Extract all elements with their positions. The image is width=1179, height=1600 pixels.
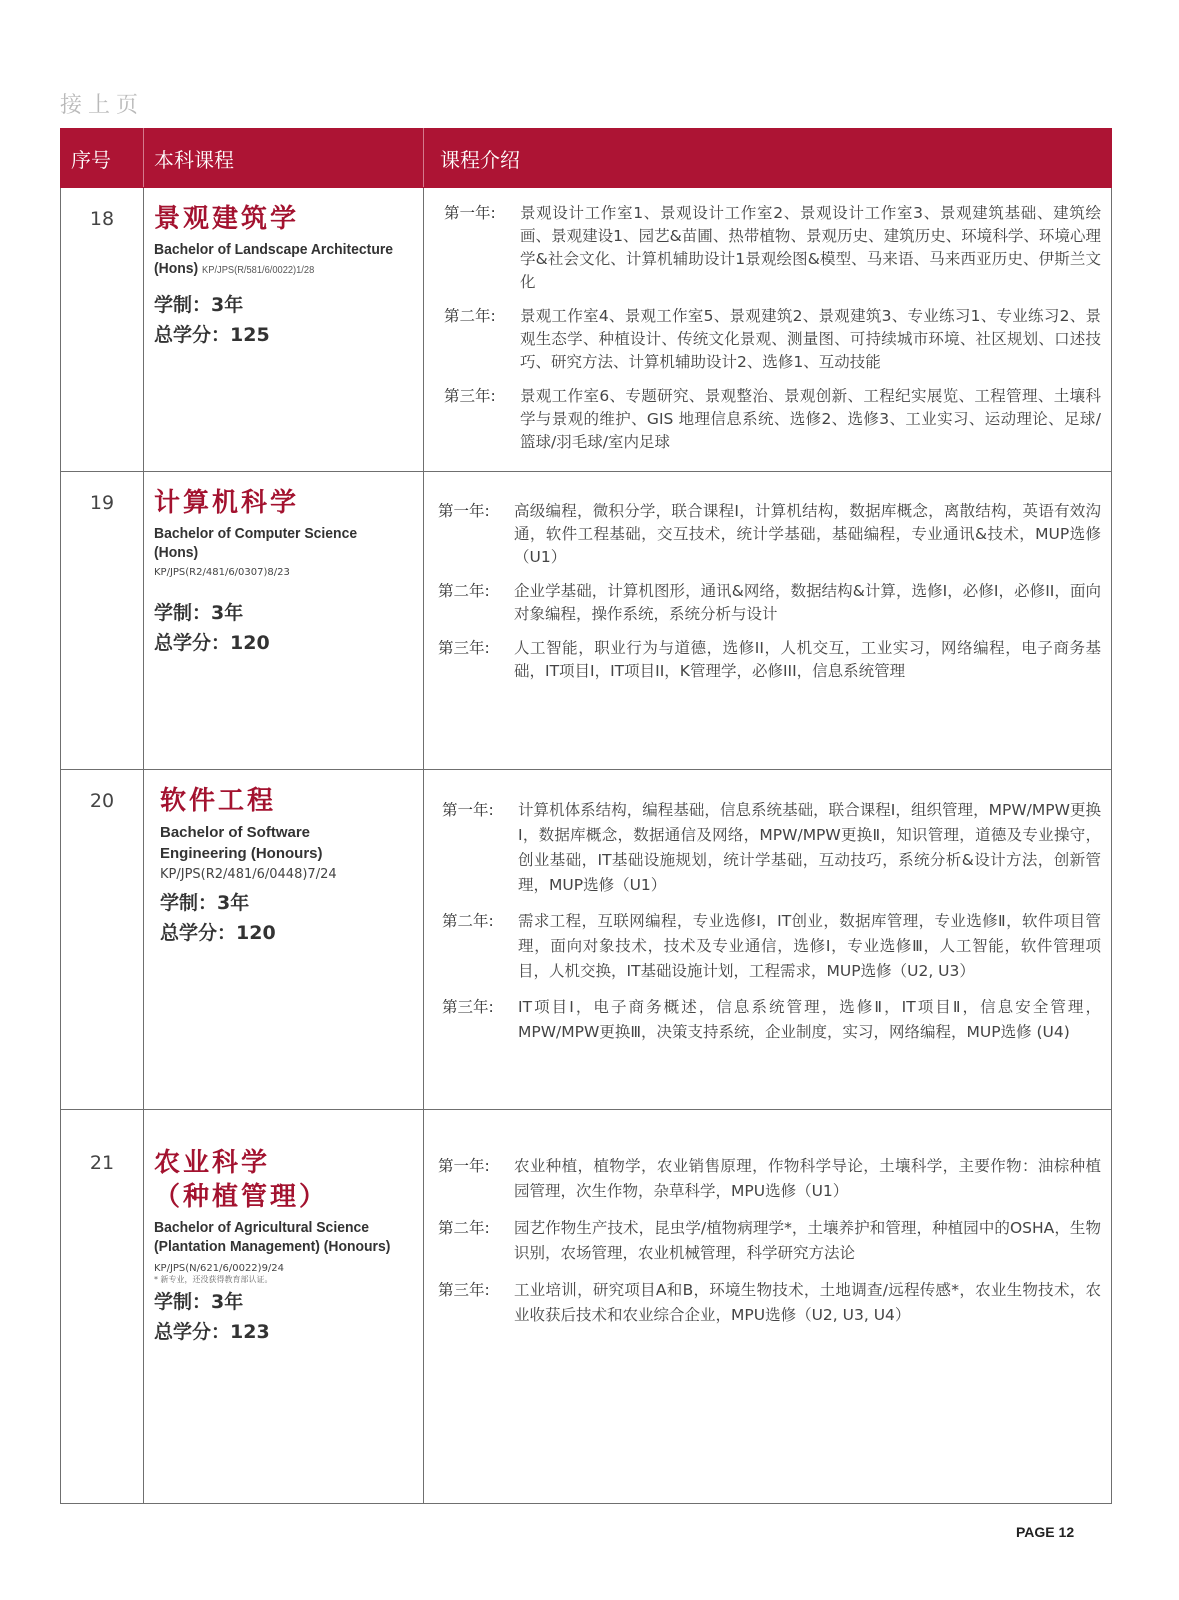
year-block	[438, 580, 1101, 626]
year-block	[438, 1154, 1101, 1204]
course-table	[60, 128, 1112, 1504]
row-number: 18	[61, 188, 144, 472]
year-label: 第三年:	[438, 639, 490, 657]
course-meta	[160, 888, 413, 948]
row-number: 21	[61, 1110, 144, 1504]
credits-line: 总学分：120	[154, 632, 270, 654]
year-block	[442, 909, 1101, 984]
duration-line: 学制：3年	[154, 294, 244, 316]
year-block	[438, 1216, 1101, 1266]
duration-value: 3年	[217, 892, 250, 914]
table-row	[61, 188, 1112, 472]
course-en-title-text: Bachelor of Landscape Architecture (Hons)	[154, 241, 394, 277]
duration-line: 学制：3年	[160, 892, 250, 914]
course-meta	[154, 290, 413, 350]
course-intro-cell	[424, 188, 1112, 472]
year-label: 第三年:	[442, 998, 494, 1016]
header-no: 序号	[61, 129, 144, 188]
course-cn-title: 计算机科学	[154, 488, 300, 518]
registration-code: KP/JPS(R2/481/6/0307)8/23	[154, 567, 290, 578]
year-label: 第三年:	[438, 1281, 490, 1299]
header-course: 本科课程	[144, 129, 424, 188]
year-text: 计算机体系结构，编程基础，信息系统基础，联合课程Ⅰ，组织管理，MPW/MPW更换Ⅰ，数据库概念，数据通信及网络，MPW/MPW更换Ⅱ，知识管理，道德及专业操守，创业基础，IT基础设施规划，统计学基础，互动技巧，系统分析&设计方法，创新管理，MUP选修（U1）	[518, 801, 1101, 894]
table-header-row	[61, 129, 1112, 188]
year-label: 第二年:	[442, 912, 494, 930]
page-number: PAGE 12	[1016, 1524, 1075, 1540]
continued-label: 接上页	[60, 93, 145, 118]
year-block	[444, 202, 1101, 294]
year-label: 第一年:	[444, 204, 496, 222]
course-intro-cell	[424, 1110, 1112, 1504]
duration-value: 3年	[211, 1291, 244, 1313]
year-text: 需求工程，互联网编程，专业选修Ⅰ，IT创业，数据库管理，专业选修Ⅱ，软件项目管理，面向对象技术，技术及专业通信，选修Ⅰ，专业选修Ⅲ，人工智能，软件管理项目，人机交换，IT基础设施计划，工程需求，MUP选修（U2, U3）	[518, 912, 1101, 980]
credits-value: 125	[230, 324, 270, 346]
year-text: 景观设计工作室1、景观设计工作室2、景观设计工作室3、景观建筑基础、建筑绘画、景观建设1、园艺&苗圃、热带植物、景观历史、建筑历史、环境科学、环境心理学&社会文化、计算机辅助设计1景观绘图&模型、马来语、马来西亚历史、伊斯兰文化	[520, 204, 1101, 291]
registration-code: KP/JPS(R/581/6/0022)1/28	[202, 265, 315, 276]
year-label: 第一年:	[438, 502, 490, 520]
duration-line: 学制：3年	[154, 602, 244, 624]
table-row	[61, 472, 1112, 770]
course-name-cell	[144, 188, 424, 472]
course-intro-cell	[424, 770, 1112, 1110]
course-name-cell	[144, 1110, 424, 1504]
year-label: 第二年:	[438, 582, 490, 600]
accreditation-note: * 新专业，还没获得教育部认证。	[154, 1275, 273, 1284]
course-en-title: Bachelor of Computer Science (Hons)	[154, 525, 358, 561]
credits-line: 总学分：123	[154, 1321, 270, 1343]
year-label: 第二年:	[444, 307, 496, 325]
year-block	[442, 995, 1101, 1045]
year-text: 景观工作室6、专题研究、景观整治、景观创新、工程纪实展览、工程管理、土壤科学与景观的维护、GIS 地理信息系统、选修2、选修3、工业实习、运动理论、足球/篮球/羽毛球/室内足球	[520, 387, 1101, 451]
duration-value: 3年	[211, 602, 244, 624]
registration-code: KP/JPS(R2/481/6/0448)7/24	[160, 867, 337, 882]
course-cn-title: 农业科学（种植管理）	[154, 1148, 329, 1212]
credits-value: 120	[230, 632, 270, 654]
year-label: 第一年:	[438, 1157, 490, 1175]
year-block	[444, 305, 1101, 374]
course-cn-title: 软件工程	[160, 786, 277, 816]
table-row	[61, 1110, 1112, 1504]
course-cn-title: 景观建筑学	[154, 204, 300, 234]
duration-value: 3年	[211, 294, 244, 316]
registration-code: KP/JPS(N/621/6/0022)9/24	[154, 1263, 285, 1274]
year-text: IT项目Ⅰ，电子商务概述，信息系统管理，选修Ⅱ，IT项目Ⅱ，信息安全管理，MPW/MPW更换Ⅲ，决策支持系统，企业制度，实习，网络编程，MUP选修 (U4)	[518, 998, 1101, 1041]
course-en-title: Bachelor of Agricultural Science (Plantation Management) (Honours)	[154, 1219, 391, 1255]
course-name-cell	[144, 770, 424, 1110]
credits-line: 总学分：120	[160, 922, 276, 944]
year-block	[444, 385, 1101, 454]
credits-value: 120	[236, 922, 276, 944]
year-text: 高级编程，微积分学，联合课程I，计算机结构，数据库概念，离散结构，英语有效沟通，软件工程基础，交互技术，统计学基础，基础编程，专业通讯&技术，MUP选修（U1）	[514, 502, 1101, 566]
year-block	[438, 637, 1101, 683]
course-intro-cell	[424, 472, 1112, 770]
course-name-cell	[144, 472, 424, 770]
credits-line: 总学分：125	[154, 324, 270, 346]
year-block	[438, 500, 1101, 569]
year-text: 企业学基础，计算机图形，通讯&网络，数据结构&计算，选修I，必修I，必修II，面向对象编程，操作系统，系统分析与设计	[514, 582, 1101, 623]
year-label: 第一年:	[442, 801, 494, 819]
year-block	[442, 798, 1101, 898]
duration-line: 学制：3年	[154, 1291, 244, 1313]
header-intro: 课程介绍	[424, 129, 1112, 188]
course-en-title: Bachelor of Software Engineering (Honours)	[160, 824, 323, 862]
credits-value: 123	[230, 1321, 270, 1343]
row-number: 19	[61, 472, 144, 770]
course-meta	[154, 598, 413, 658]
year-text: 工业培训，研究项目A和B，环境生物技术，土地调查/远程传感*，农业生物技术，农业收获后技术和农业综合企业，MPU选修（U2, U3, U4）	[514, 1281, 1101, 1324]
year-text: 景观工作室4、景观工作室5、景观建筑2、景观建筑3、专业练习1、专业练习2、景观生态学、种植设计、传统文化景观、测量图、可持续城市环境、社区规划、口述技巧、研究方法、计算机辅助设计2、选修1、互动技能	[520, 307, 1101, 371]
year-label: 第二年:	[438, 1219, 490, 1237]
year-block	[438, 1278, 1101, 1328]
table-row	[61, 770, 1112, 1110]
row-number: 20	[61, 770, 144, 1110]
year-text: 农业种植，植物学，农业销售原理，作物科学导论，土壤科学，主要作物：油棕种植园管理，次生作物，杂草科学，MPU选修（U1）	[514, 1157, 1101, 1200]
year-text: 人工智能，职业行为与道德，选修II，人机交互，工业实习，网络编程，电子商务基础，IT项目I，IT项目II，K管理学，必修III，信息系统管理	[514, 639, 1101, 680]
year-label: 第三年:	[444, 387, 496, 405]
year-text: 园艺作物生产技术，昆虫学/植物病理学*，土壤养护和管理，种植园中的OSHA，生物识别，农场管理，农业机械管理，科学研究方法论	[514, 1219, 1101, 1262]
course-meta	[154, 1287, 413, 1347]
course-en-title	[154, 240, 395, 280]
